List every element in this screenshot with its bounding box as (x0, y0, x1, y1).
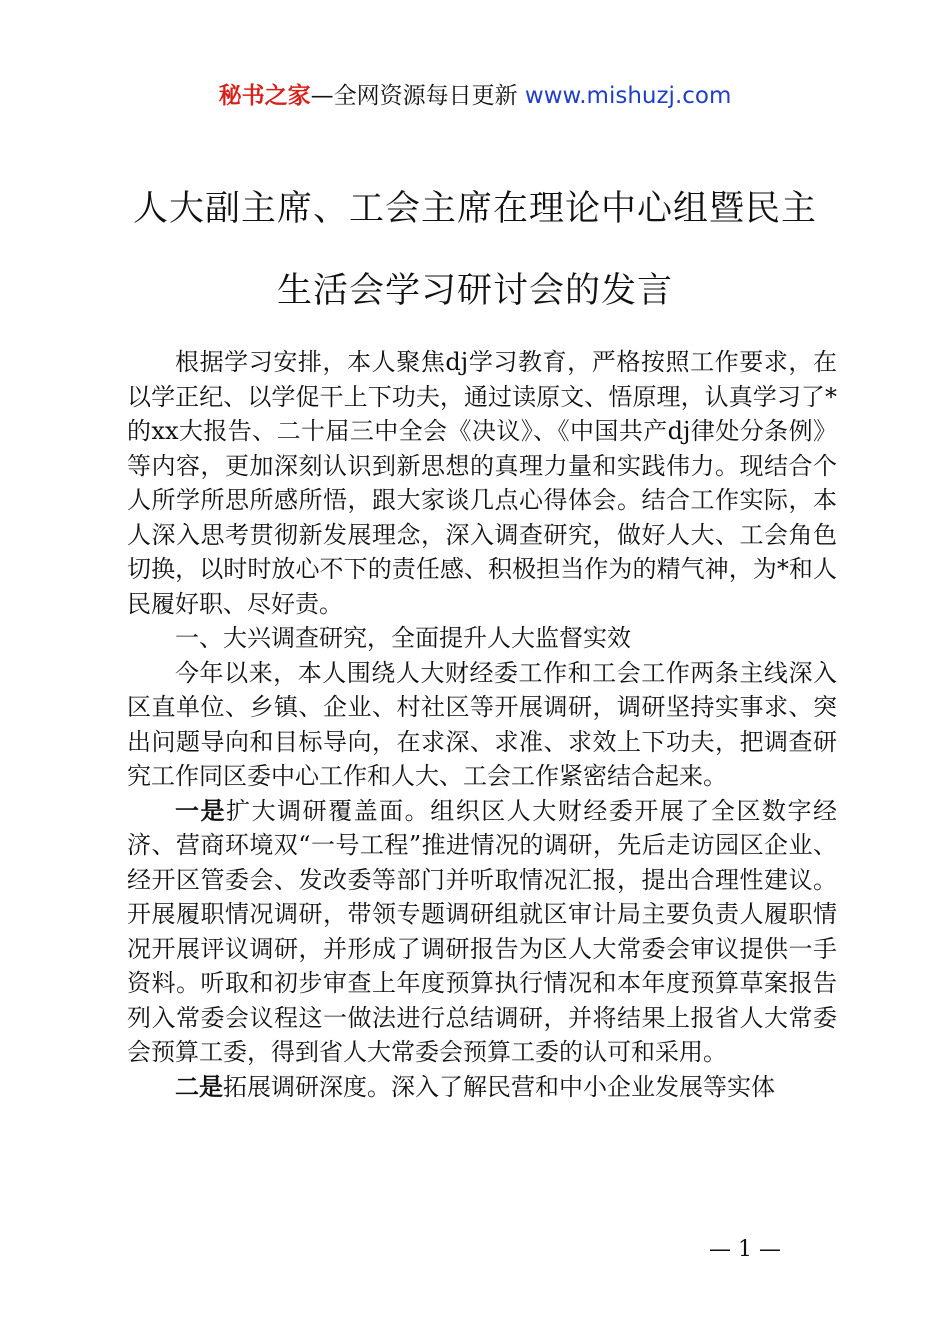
document-body (127, 345, 837, 1104)
site-url-link[interactable]: www.mishuzj.com (524, 83, 732, 109)
document-title-line-2: 生活会学习研讨会的发言 (276, 271, 673, 311)
document-title-line-1: 人大副主席、工会主席在理论中心组暨民主 (132, 189, 817, 229)
section-1-heading: 一、大兴调查研究，全面提升人大监督实效 (175, 624, 631, 652)
point-2-text: 拓展调研深度。深入了解民营和中小企业发展等实体 (223, 1072, 775, 1101)
point-2-paragraph (127, 1070, 837, 1105)
document-title (60, 168, 890, 332)
site-slogan: —全网资源每日更新 (310, 83, 518, 109)
site-brand: 秘书之家 (218, 83, 311, 109)
point-2-lead: 二是 (175, 1071, 223, 1101)
page-number: — 1 — (709, 1237, 781, 1262)
point-1-paragraph (127, 794, 837, 1070)
point-1-text: 扩大调研覆盖面。组织区人大财经委开展了全区数字经济、营商环境双“一号工程”推进情况的调研，先后走访园区企业、经开区管委会、发改委等部门并听取情况汇报，提出合理性建议。开展履职情况调研，带领专题调研组就区审计局主要负责人履职情况开展评议调研，并形成了调研报告为区人大常委会审议提供一手资料。听取和初步审查上年度预算执行情况和本年度预算草案报告列入常委会议程这一做法进行总结调研，并将结果上报省人大常委会预算工委，得到省人大常委会预算工委的认可和采用。 (127, 796, 838, 1066)
site-header-banner (0, 80, 950, 112)
intro-paragraph: 根据学习安排，本人聚焦dj学习教育，严格按照工作要求，在以学正纪、以学促干上下功夫，通过读原文、悟原理，认真学习了*的xx大报告、二十届三中全会《决议》、《中国共产dj律处分条例》等内容，更加深刻认识到新思想的真理力量和实践伟力。现结合个人所学所思所感所悟，跟大家谈几点心得体会。结合工作实际，本人深入思考贯彻新发展理念，深入调查研究，做好人大、工会角色切换，以时时放心不下的责任感、积极担当作为的精气神，为*和人民履好职、尽好责。 (127, 348, 837, 618)
section-1-paragraph: 今年以来，本人围绕人大财经委工作和工会工作两条主线深入区直单位、乡镇、企业、村社区等开展调研，调研坚持实事求、突出问题导向和目标导向，在求深、求准、求效上下功夫，把调查研究工作同区委中心工作和人大、工会工作紧密结合起来。 (127, 658, 837, 790)
point-1-lead: 一是 (175, 795, 227, 825)
